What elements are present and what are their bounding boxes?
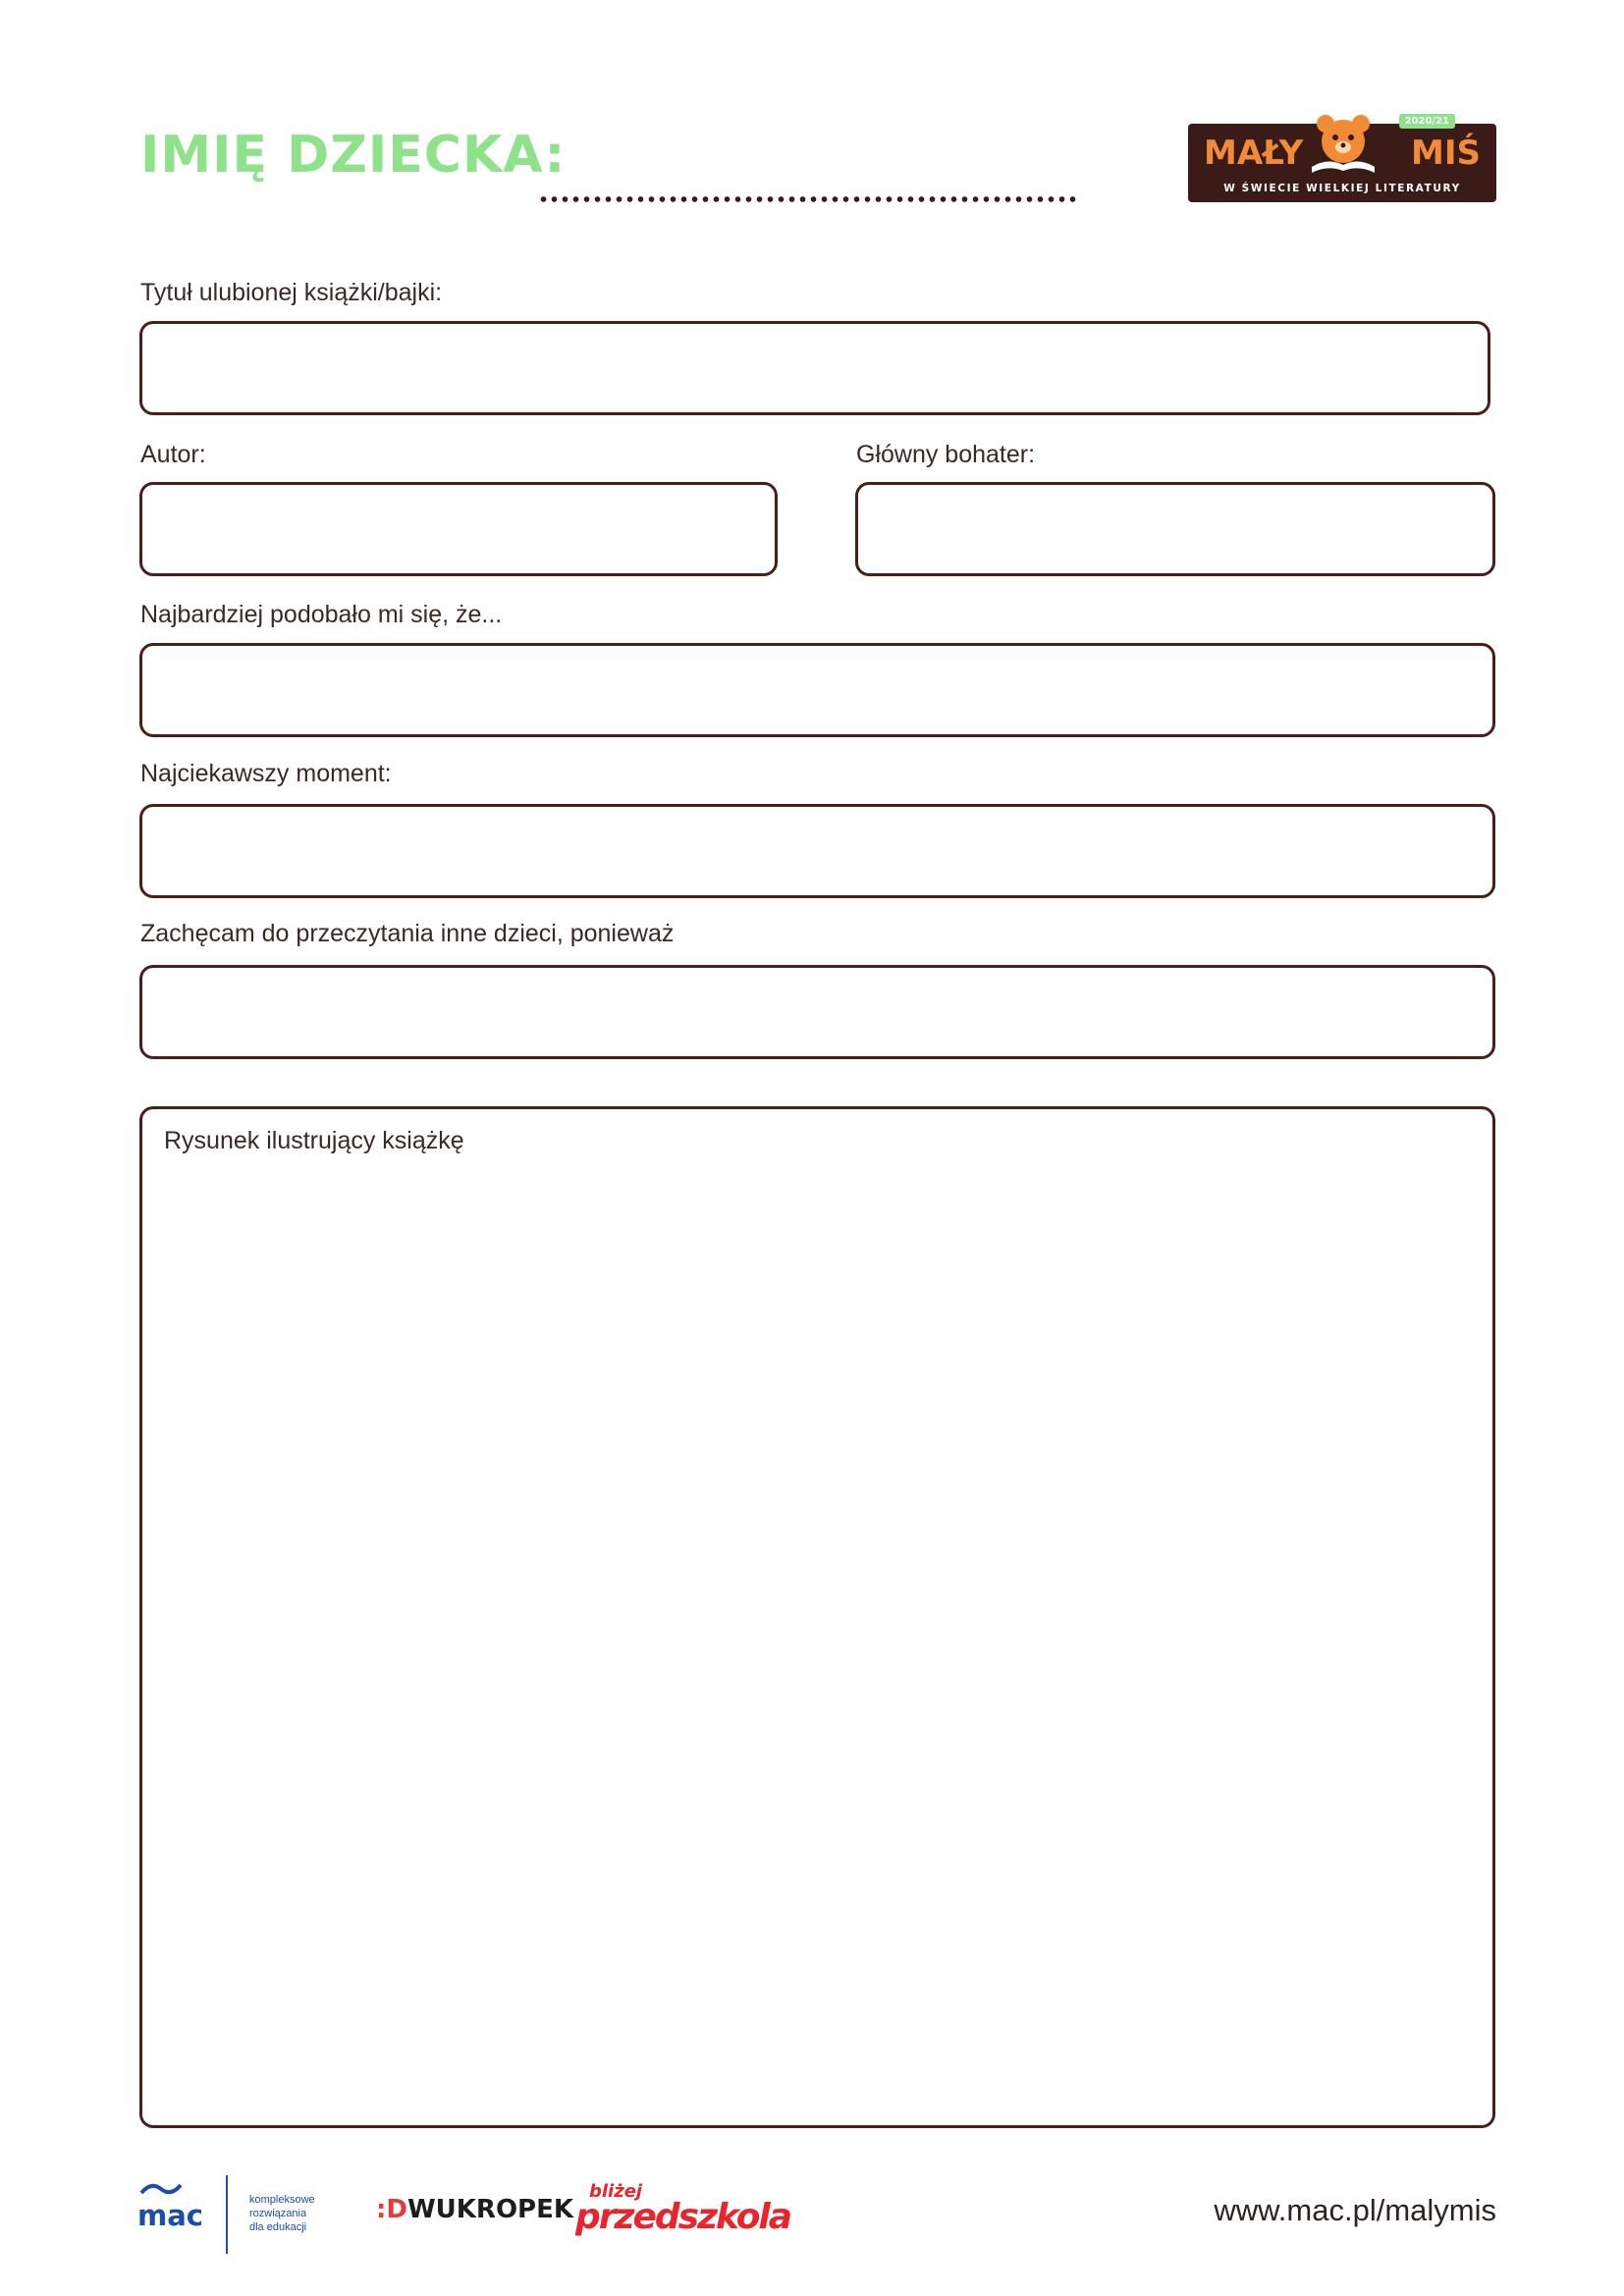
mac-wordmark: mac [137, 2199, 203, 2232]
favorite-book-title-label: Tytuł ulubionej książki/bajki: [140, 279, 443, 306]
przedszkola-word: przedszkola [575, 2197, 791, 2237]
mac-separator [226, 2175, 228, 2254]
main-hero-field[interactable] [855, 482, 1495, 576]
logo-year-badge: 2020/21 [1399, 114, 1455, 129]
dwukropek-logo [376, 2195, 573, 2224]
encourage-label: Zachęcam do przeczytania inne dzieci, ponieważ [140, 920, 675, 947]
drawing-area[interactable] [139, 1106, 1495, 2128]
dwukropek-wordmark: WUKROPEK [406, 2195, 574, 2224]
blizej-word: bliżej [589, 2181, 643, 2202]
bear-icon [1304, 110, 1382, 179]
liked-most-field[interactable] [139, 643, 1495, 737]
child-name-heading: IMIĘ DZIECKA: [140, 126, 567, 185]
most-interesting-moment-field[interactable] [139, 804, 1495, 898]
website-url[interactable]: www.mac.pl/malymis [1214, 2193, 1496, 2227]
logo-word-right: MIŚ [1411, 133, 1481, 173]
logo-subtitle: W ŚWIECIE WIELKIEJ LITERATURY [1223, 183, 1461, 194]
author-label: Autor: [140, 441, 206, 468]
liked-most-label: Najbardziej podobało mi się, że... [140, 601, 503, 628]
author-field[interactable] [139, 482, 778, 576]
encourage-field[interactable] [139, 965, 1495, 1059]
most-interesting-moment-label: Najciekawszy moment: [140, 760, 392, 787]
logo-word-left: MAŁY [1204, 133, 1304, 173]
main-hero-label: Główny bohater: [856, 441, 1036, 468]
mac-tagline: kompleksowe rozwiązania dla edukacji [249, 2194, 315, 2233]
child-name-dotted-line[interactable] [538, 194, 1076, 204]
mac-wave-icon [139, 2179, 183, 2199]
maly-mis-logo [1188, 116, 1496, 202]
dwukropek-prefix: :D [376, 2195, 407, 2224]
drawing-label: Rysunek ilustrujący książkę [164, 1127, 464, 1154]
favorite-book-title-field[interactable] [139, 321, 1490, 415]
